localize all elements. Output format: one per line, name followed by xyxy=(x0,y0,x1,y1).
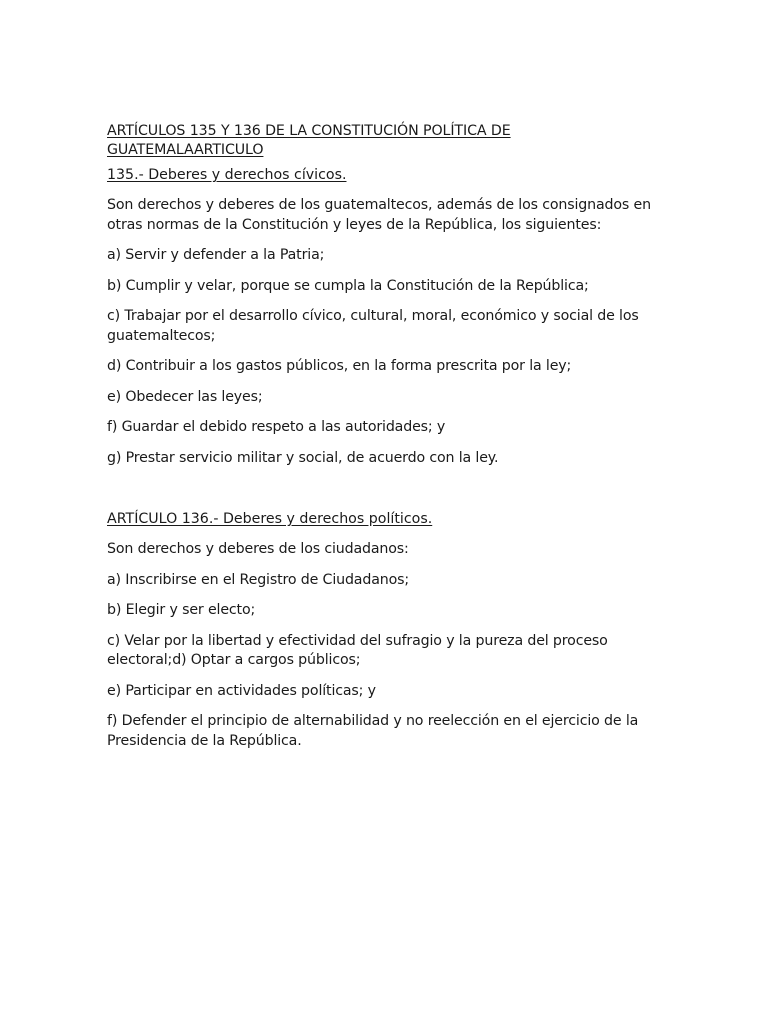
article-136-heading: ARTÍCULO 136.- Deberes y derechos políticos. xyxy=(107,511,433,527)
article-136-item-e: e) Participar en actividades políticas; y xyxy=(107,682,376,699)
article-135-item-g: g) Prestar servicio militar y social, de acuerdo con la ley. xyxy=(107,449,499,466)
document-title: ARTÍCULOS 135 Y 136 DE LA CONSTITUCIÓN POLÍTICA DE GUATEMALAARTICULO xyxy=(107,123,511,158)
article-135-intro: Son derechos y deberes de los guatemaltecos, además de los consignados en otras normas de la Constitución y leyes de la República, los siguientes: xyxy=(107,197,651,233)
article-135-item-b: b) Cumplir y velar, porque se cumpla la Constitución de la República; xyxy=(107,277,589,294)
article-135-item-a: a) Servir y defender a la Patria; xyxy=(107,247,325,263)
article-135-item-e: e) Obedecer las leyes; xyxy=(107,388,263,405)
article-136-item-c: c) Velar por la libertad y efectividad del sufragio y la pureza del proceso electoral;d) Optar a cargos públicos; xyxy=(107,632,608,668)
article-136-intro: Son derechos y deberes de los ciudadanos: xyxy=(107,541,409,557)
section-spacer xyxy=(107,479,667,510)
article-135-item-f: f) Guardar el debido respeto a las autoridades; y xyxy=(107,419,446,435)
document-page xyxy=(107,122,667,762)
article-135-item-d: d) Contribuir a los gastos públicos, en la forma prescrita por la ley; xyxy=(107,358,572,374)
article-135-item-c: c) Trabajar por el desarrollo cívico, cultural, moral, económico y social de los guatemaltecos; xyxy=(107,308,639,344)
article-136-item-b: b) Elegir y ser electo; xyxy=(107,602,256,618)
article-136-item-a: a) Inscribirse en el Registro de Ciudadanos; xyxy=(107,571,409,588)
article-136-item-f: f) Defender el principio de alternabilidad y no reelección en el ejercicio de la Presidencia de la República. xyxy=(107,713,639,749)
article-135-heading: 135.- Deberes y derechos cívicos. xyxy=(107,167,347,183)
